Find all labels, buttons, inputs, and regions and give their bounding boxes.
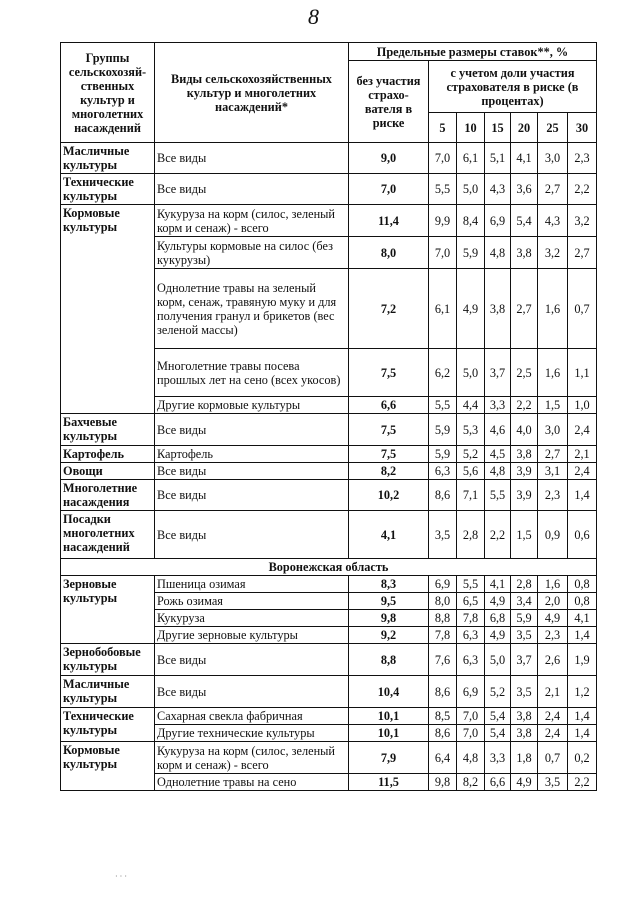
share-value-cell: 0,8 — [568, 576, 597, 593]
rate-cell: 9,2 — [349, 627, 429, 644]
share-value-cell: 8,6 — [429, 480, 457, 511]
share-value-cell: 3,7 — [485, 349, 511, 397]
header-without-share: без участия страхо-вателя в риске — [349, 61, 429, 143]
rate-cell: 9,5 — [349, 593, 429, 610]
share-value-cell: 5,4 — [485, 708, 511, 725]
kind-cell: Все виды — [155, 480, 349, 511]
share-value-cell: 6,9 — [457, 676, 485, 708]
header-group: Группы сельскохозяй-ственных культур и многолетних насаждений — [61, 43, 155, 143]
share-value-cell: 3,5 — [538, 774, 568, 791]
share-value-cell: 1,2 — [568, 676, 597, 708]
share-value-cell: 6,5 — [457, 593, 485, 610]
rate-cell: 7,0 — [349, 174, 429, 205]
share-value-cell: 5,4 — [485, 725, 511, 742]
share-value-cell: 6,3 — [429, 463, 457, 480]
share-value-cell: 6,4 — [429, 742, 457, 774]
share-value-cell: 8,6 — [429, 676, 457, 708]
rate-cell: 10,2 — [349, 480, 429, 511]
share-value-cell: 5,0 — [457, 349, 485, 397]
table-row — [61, 480, 597, 511]
share-value-cell: 7,0 — [457, 708, 485, 725]
share-value-cell: 5,9 — [457, 237, 485, 269]
kind-cell: Другие технические культуры — [155, 725, 349, 742]
group-cell: Овощи — [61, 463, 155, 480]
kind-cell: Сахарная свекла фабричная — [155, 708, 349, 725]
table-row — [61, 446, 597, 463]
share-value-cell: 4,0 — [511, 414, 538, 446]
kind-cell: Все виды — [155, 174, 349, 205]
rate-cell: 11,4 — [349, 205, 429, 237]
kind-cell: Все виды — [155, 463, 349, 480]
share-value-cell: 3,3 — [485, 742, 511, 774]
group-cell: Технические культуры — [61, 708, 155, 742]
share-value-cell: 4,5 — [485, 446, 511, 463]
share-value-cell: 2,7 — [538, 446, 568, 463]
share-value-cell: 2,4 — [568, 414, 597, 446]
share-value-cell: 1,8 — [511, 742, 538, 774]
share-value-cell: 2,5 — [511, 349, 538, 397]
kind-cell: Пшеница озимая — [155, 576, 349, 593]
table-row — [61, 511, 597, 559]
group-cell: Зернобобовые культуры — [61, 644, 155, 676]
share-value-cell: 4,9 — [485, 627, 511, 644]
share-value-cell: 4,8 — [485, 463, 511, 480]
header-share-30: 30 — [568, 113, 597, 143]
rate-cell: 8,2 — [349, 463, 429, 480]
kind-cell: Картофель — [155, 446, 349, 463]
share-value-cell: 6,9 — [429, 576, 457, 593]
scan-mark: · · · — [115, 872, 127, 881]
share-value-cell: 0,7 — [538, 742, 568, 774]
region-row — [61, 559, 597, 576]
share-value-cell: 1,6 — [538, 269, 568, 349]
share-value-cell: 7,0 — [457, 725, 485, 742]
share-value-cell: 3,2 — [538, 237, 568, 269]
share-value-cell: 6,6 — [485, 774, 511, 791]
rate-cell: 10,1 — [349, 708, 429, 725]
share-value-cell: 3,5 — [511, 676, 538, 708]
share-value-cell: 3,9 — [511, 463, 538, 480]
header-share-20: 20 — [511, 113, 538, 143]
share-value-cell: 1,1 — [568, 349, 597, 397]
kind-cell: Многолетние травы посева прошлых лет на сено (всех укосов) — [155, 349, 349, 397]
share-value-cell: 2,3 — [568, 143, 597, 174]
share-value-cell: 4,3 — [485, 174, 511, 205]
insurance-rates-table — [60, 42, 597, 791]
share-value-cell: 2,7 — [511, 269, 538, 349]
share-value-cell: 3,9 — [511, 480, 538, 511]
header-share-25: 25 — [538, 113, 568, 143]
share-value-cell: 0,7 — [568, 269, 597, 349]
kind-cell: Кукуруза на корм (силос, зеленый корм и сенаж) - всего — [155, 205, 349, 237]
group-cell: Бахчевые культуры — [61, 414, 155, 446]
share-value-cell: 4,8 — [457, 742, 485, 774]
table-row — [61, 205, 597, 237]
share-value-cell: 3,4 — [511, 593, 538, 610]
table-row — [61, 143, 597, 174]
share-value-cell: 3,1 — [538, 463, 568, 480]
share-value-cell: 2,2 — [568, 174, 597, 205]
header-share-15: 15 — [485, 113, 511, 143]
share-value-cell: 6,3 — [457, 627, 485, 644]
kind-cell: Все виды — [155, 644, 349, 676]
share-value-cell: 6,3 — [457, 644, 485, 676]
group-cell: Технические культуры — [61, 174, 155, 205]
rate-cell: 7,5 — [349, 446, 429, 463]
share-value-cell: 2,2 — [511, 397, 538, 414]
share-value-cell: 4,1 — [568, 610, 597, 627]
share-value-cell: 3,0 — [538, 143, 568, 174]
share-value-cell: 5,0 — [457, 174, 485, 205]
rate-cell: 7,5 — [349, 349, 429, 397]
share-value-cell: 3,8 — [511, 237, 538, 269]
share-value-cell: 7,0 — [429, 237, 457, 269]
share-value-cell: 1,0 — [568, 397, 597, 414]
share-value-cell: 2,8 — [457, 511, 485, 559]
share-value-cell: 2,7 — [568, 237, 597, 269]
share-value-cell: 7,1 — [457, 480, 485, 511]
share-value-cell: 1,5 — [511, 511, 538, 559]
share-value-cell: 3,5 — [511, 627, 538, 644]
table-row — [61, 414, 597, 446]
kind-cell: Рожь озимая — [155, 593, 349, 610]
rate-cell: 10,4 — [349, 676, 429, 708]
table-row — [61, 644, 597, 676]
share-value-cell: 4,9 — [538, 610, 568, 627]
share-value-cell: 1,4 — [568, 725, 597, 742]
share-value-cell: 0,8 — [568, 593, 597, 610]
share-value-cell: 7,8 — [429, 627, 457, 644]
share-value-cell: 2,3 — [538, 480, 568, 511]
share-value-cell: 0,2 — [568, 742, 597, 774]
share-value-cell: 5,5 — [429, 397, 457, 414]
share-value-cell: 8,4 — [457, 205, 485, 237]
share-value-cell: 1,5 — [538, 397, 568, 414]
share-value-cell: 5,3 — [457, 414, 485, 446]
share-value-cell: 0,6 — [568, 511, 597, 559]
share-value-cell: 5,9 — [511, 610, 538, 627]
rate-cell: 9,0 — [349, 143, 429, 174]
share-value-cell: 3,8 — [485, 269, 511, 349]
group-cell: Кормовые культуры — [61, 742, 155, 791]
share-value-cell: 1,4 — [568, 480, 597, 511]
table-row — [61, 174, 597, 205]
group-cell: Масличные культуры — [61, 143, 155, 174]
header-kinds: Виды сельскохозяйственных культур и многолетних насаждений* — [155, 43, 349, 143]
share-value-cell: 4,9 — [511, 774, 538, 791]
share-value-cell: 2,6 — [538, 644, 568, 676]
share-value-cell: 8,2 — [457, 774, 485, 791]
share-value-cell: 5,4 — [511, 205, 538, 237]
kind-cell: Другие кормовые культуры — [155, 397, 349, 414]
table-row — [61, 576, 597, 593]
share-value-cell: 5,9 — [429, 414, 457, 446]
share-value-cell: 8,5 — [429, 708, 457, 725]
header-share-5: 5 — [429, 113, 457, 143]
share-value-cell: 4,8 — [485, 237, 511, 269]
header-with-share: с учетом доли участия страхователя в риске (в процентах) — [429, 61, 597, 113]
kind-cell: Однолетние травы на сено — [155, 774, 349, 791]
share-value-cell: 3,0 — [538, 414, 568, 446]
share-value-cell: 6,9 — [485, 205, 511, 237]
rate-cell: 11,5 — [349, 774, 429, 791]
region-title: Воронежская область — [61, 559, 597, 576]
share-value-cell: 5,9 — [429, 446, 457, 463]
share-value-cell: 9,8 — [429, 774, 457, 791]
share-value-cell: 8,8 — [429, 610, 457, 627]
kind-cell: Однолетние травы на зеленый корм, сенаж, травяную муку и для получения гранул и брикетов (вес зеленой массы) — [155, 269, 349, 349]
kind-cell: Кукуруза на корм (силос, зеленый корм и сенаж) - всего — [155, 742, 349, 774]
rate-cell: 6,6 — [349, 397, 429, 414]
share-value-cell: 4,3 — [538, 205, 568, 237]
share-value-cell: 2,2 — [568, 774, 597, 791]
share-value-cell: 3,5 — [429, 511, 457, 559]
header-limit: Предельные размеры ставок**, % — [349, 43, 597, 61]
share-value-cell: 2,4 — [538, 725, 568, 742]
rate-cell: 7,5 — [349, 414, 429, 446]
share-value-cell: 3,3 — [485, 397, 511, 414]
share-value-cell: 7,8 — [457, 610, 485, 627]
share-value-cell: 0,9 — [538, 511, 568, 559]
share-value-cell: 2,2 — [485, 511, 511, 559]
kind-cell: Все виды — [155, 511, 349, 559]
share-value-cell: 5,0 — [485, 644, 511, 676]
share-value-cell: 9,9 — [429, 205, 457, 237]
share-value-cell: 4,9 — [457, 269, 485, 349]
share-value-cell: 3,2 — [568, 205, 597, 237]
share-value-cell: 6,1 — [429, 269, 457, 349]
share-value-cell: 1,4 — [568, 627, 597, 644]
group-cell: Масличные культуры — [61, 676, 155, 708]
rate-cell: 8,8 — [349, 644, 429, 676]
share-value-cell: 5,5 — [485, 480, 511, 511]
group-cell: Многолетние насаждения — [61, 480, 155, 511]
share-value-cell: 3,8 — [511, 446, 538, 463]
share-value-cell: 2,4 — [568, 463, 597, 480]
share-value-cell: 1,9 — [568, 644, 597, 676]
rate-cell: 8,3 — [349, 576, 429, 593]
group-cell: Картофель — [61, 446, 155, 463]
group-cell: Зерновые культуры — [61, 576, 155, 644]
share-value-cell: 3,6 — [511, 174, 538, 205]
rate-cell: 7,2 — [349, 269, 429, 349]
rate-cell: 8,0 — [349, 237, 429, 269]
kind-cell: Все виды — [155, 143, 349, 174]
share-value-cell: 5,1 — [485, 143, 511, 174]
share-value-cell: 5,2 — [485, 676, 511, 708]
share-value-cell: 5,5 — [457, 576, 485, 593]
share-value-cell: 1,4 — [568, 708, 597, 725]
kind-cell: Все виды — [155, 414, 349, 446]
table-row — [61, 463, 597, 480]
share-value-cell: 3,8 — [511, 725, 538, 742]
share-value-cell: 7,6 — [429, 644, 457, 676]
group-cell: Кормовые культуры — [61, 205, 155, 414]
rate-cell: 4,1 — [349, 511, 429, 559]
kind-cell: Кукуруза — [155, 610, 349, 627]
kind-cell: Другие зерновые культуры — [155, 627, 349, 644]
share-value-cell: 2,7 — [538, 174, 568, 205]
page-number: 8 — [308, 4, 319, 29]
rate-cell: 9,8 — [349, 610, 429, 627]
share-value-cell: 4,1 — [485, 576, 511, 593]
share-value-cell: 2,8 — [511, 576, 538, 593]
rate-cell: 7,9 — [349, 742, 429, 774]
share-value-cell: 4,4 — [457, 397, 485, 414]
share-value-cell: 4,6 — [485, 414, 511, 446]
share-value-cell: 6,1 — [457, 143, 485, 174]
kind-cell: Культуры кормовые на силос (без кукурузы) — [155, 237, 349, 269]
share-value-cell: 2,0 — [538, 593, 568, 610]
share-value-cell: 1,6 — [538, 576, 568, 593]
share-value-cell: 5,5 — [429, 174, 457, 205]
share-value-cell: 3,8 — [511, 708, 538, 725]
group-cell: Посадки многолетних насаждений — [61, 511, 155, 559]
share-value-cell: 3,7 — [511, 644, 538, 676]
header-share-10: 10 — [457, 113, 485, 143]
share-value-cell: 5,2 — [457, 446, 485, 463]
share-value-cell: 7,0 — [429, 143, 457, 174]
share-value-cell: 2,4 — [538, 708, 568, 725]
share-value-cell: 2,1 — [538, 676, 568, 708]
share-value-cell: 8,0 — [429, 593, 457, 610]
share-value-cell: 2,1 — [568, 446, 597, 463]
share-value-cell: 5,6 — [457, 463, 485, 480]
table-row — [61, 708, 597, 725]
rate-cell: 10,1 — [349, 725, 429, 742]
share-value-cell: 4,9 — [485, 593, 511, 610]
table-row — [61, 676, 597, 708]
share-value-cell: 6,2 — [429, 349, 457, 397]
share-value-cell: 4,1 — [511, 143, 538, 174]
share-value-cell: 6,8 — [485, 610, 511, 627]
table-row — [61, 742, 597, 774]
kind-cell: Все виды — [155, 676, 349, 708]
share-value-cell: 1,6 — [538, 349, 568, 397]
share-value-cell: 2,3 — [538, 627, 568, 644]
share-value-cell: 8,6 — [429, 725, 457, 742]
